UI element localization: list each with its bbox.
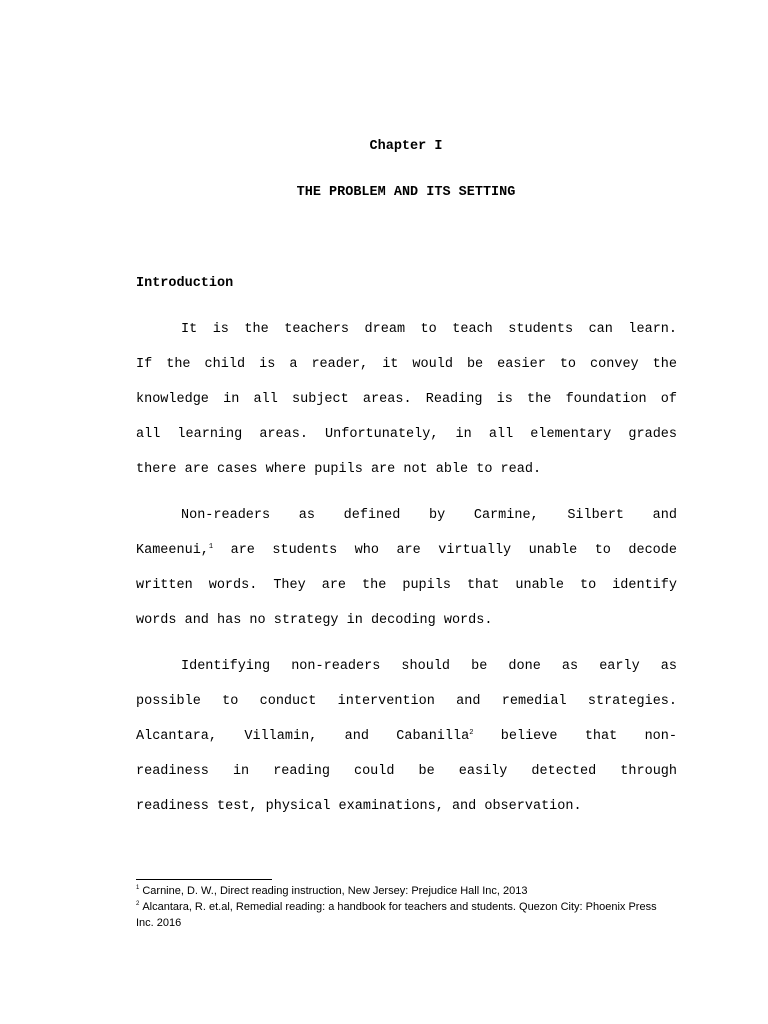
footnote-ref-1: 1: [208, 543, 214, 551]
paragraph-2-line-1: Non-readers as defined by Carmine, Silbert and: [181, 508, 677, 523]
paragraph-2-line-2: [136, 542, 677, 560]
footnote-2-text: Alcantara, R. et.al, Remedial reading: a handbook for teachers and students. Quezon City: Phoenix Press: [142, 901, 657, 913]
paragraph-1-line-4: all learning areas. Unfortunately, in all elementary grades: [136, 427, 677, 442]
paragraph-3-line-3-rest: believe that non-: [473, 729, 677, 744]
chapter-title: THE PROBLEM AND ITS SETTING: [296, 185, 516, 200]
footnote-2: [136, 899, 696, 915]
footnote-2-mark: 2: [136, 901, 140, 907]
section-heading: Introduction: [136, 276, 234, 291]
footnote-separator: [136, 879, 272, 880]
footnote-1-text: Carnine, D. W., Direct reading instruction, New Jersey: Prejudice Hall Inc, 2013: [142, 885, 528, 897]
paragraph-3-line-4: readiness in reading could be easily detected through: [136, 764, 677, 779]
citation-name-kameenui: Kameenui,: [136, 543, 209, 558]
citation-names: Alcantara, Villamin, and Cabanilla: [136, 729, 470, 744]
paragraph-2-line-2-rest: are students who are virtually unable to decode: [213, 543, 677, 558]
paragraph-3-line-5: readiness test, physical examinations, and observation.: [136, 799, 582, 814]
paragraph-3-line-2: possible to conduct intervention and remedial strategies.: [136, 694, 677, 709]
chapter-label: Chapter I: [369, 139, 443, 154]
paragraph-2-line-3: written words. They are the pupils that unable to identify: [136, 578, 677, 593]
footnote-ref-2: 2: [469, 729, 474, 737]
footnote-2-continuation: Inc. 2016: [136, 917, 182, 929]
paragraph-2-line-4: words and has no strategy in decoding words.: [136, 613, 493, 628]
paragraph-1-line-1: It is the teachers dream to teach students can learn.: [181, 322, 677, 337]
footnote-1: [136, 883, 696, 899]
paragraph-3-line-3: [136, 728, 677, 746]
paragraph-1-line-2: If the child is a reader, it would be easier to convey the: [136, 357, 677, 372]
paragraph-1-line-5: there are cases where pupils are not able to read.: [136, 462, 542, 477]
paragraph-1-line-3: knowledge in all subject areas. Reading is the foundation of: [136, 392, 677, 407]
footnote-1-mark: 1: [136, 885, 140, 891]
paragraph-3-line-1: Identifying non-readers should be done as early as: [181, 659, 677, 674]
